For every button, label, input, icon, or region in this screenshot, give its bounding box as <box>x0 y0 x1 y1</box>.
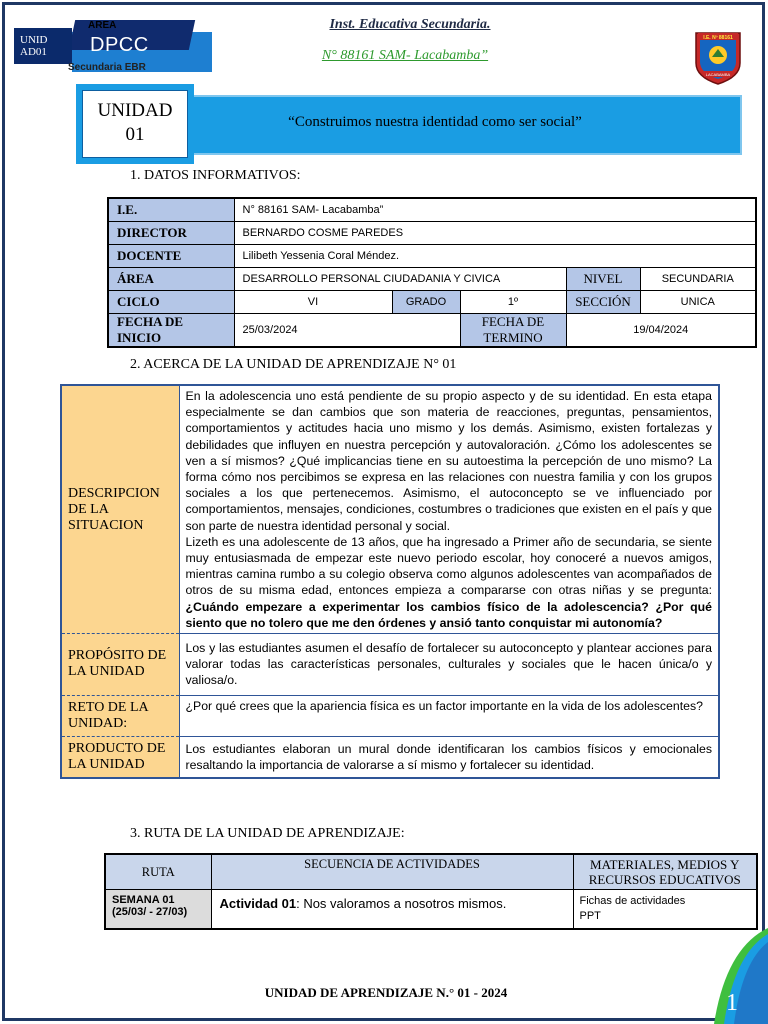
route-table <box>104 853 758 930</box>
section-heading-datos: 1. DATOS INFORMATIVOS: <box>130 168 301 183</box>
material-item: Fichas de actividades <box>579 895 686 907</box>
unit-label: UNIDAD <box>97 100 173 121</box>
reto-text: ¿Por qué crees que la apariencia física es un factor importante en la vida de los adolescentes? <box>179 695 719 736</box>
activity-cell <box>211 890 573 930</box>
table-row <box>61 385 719 634</box>
info-table <box>107 197 757 348</box>
section-heading-ruta: 3. RUTA DE LA UNIDAD DE APRENDIZAJE: <box>130 826 405 841</box>
ciclo-label: CICLO <box>108 290 234 313</box>
school-code: N° 88161 SAM- Lacabamba” <box>321 48 489 63</box>
about-table <box>60 384 720 779</box>
grado-value: 1º <box>460 290 566 313</box>
table-row <box>108 313 756 347</box>
descripcion-question: ¿Cuándo empezare a experimentar los cambios físico de la adolescencia? ¿Por qué siento que no tolero que me den órdenes y ansió tanto conquistar mi autonomía? <box>185 599 712 630</box>
unit-code-label: UNID AD01 <box>14 28 72 64</box>
grado-label: GRADO <box>392 290 460 313</box>
area-label: AREA <box>88 20 117 31</box>
producto-label: PRODUCTO DE LA UNIDAD <box>61 736 179 778</box>
table-row <box>108 198 756 221</box>
header-tab <box>10 20 210 74</box>
docente-value: Lilibeth Yessenia Coral Méndez. <box>234 244 756 267</box>
table-row <box>61 695 719 736</box>
proposito-label: PROPÓSITO DE LA UNIDAD <box>61 634 179 696</box>
descripcion-paragraph-2-text: Lizeth es una adolescente de 13 años, que ha ingresado a Primer año de secundaria, se siente muy entusiasmada de empezar este nuevo periodo escolar, hoy conoceré a nuevos amigos, mientras camina rumbo a su colegio observa como algunos adolescentes van acompañados de otros de su misma edad, entonces empieza a compararse con otras niñas y se pregunta: <box>185 534 712 598</box>
week-cell <box>105 890 211 930</box>
table-row <box>108 244 756 267</box>
reto-label: RETO DE LA UNIDAD: <box>61 695 179 736</box>
descripcion-paragraph-2 <box>186 534 713 631</box>
materials-cell <box>573 890 757 930</box>
section-heading-acerca: 2. ACERCA DE LA UNIDAD DE APRENDIZAJE N° 01 <box>130 357 457 372</box>
table-row <box>105 890 757 930</box>
area-label: ÁREA <box>108 267 234 290</box>
week-label: SEMANA 01 <box>112 894 175 906</box>
week-dates: (25/03/ - 27/03) <box>112 906 188 918</box>
fecha-termino-value: 19/04/2024 <box>566 313 756 347</box>
seccion-label: SECCIÓN <box>566 290 640 313</box>
ruta-header: RUTA <box>105 854 211 890</box>
table-row <box>61 634 719 696</box>
table-row <box>108 267 756 290</box>
unit-label-box <box>76 84 194 164</box>
svg-text:I.E. Nº 88161: I.E. Nº 88161 <box>703 35 733 41</box>
fecha-inicio-value: 25/03/2024 <box>234 313 460 347</box>
activity-title: : Nos valoramos a nosotros mismos. <box>296 896 507 911</box>
director-value: BERNARDO COSME PAREDES <box>234 221 756 244</box>
seccion-value: UNICA <box>640 290 756 313</box>
materiales-header: MATERIALES, MEDIOS Y RECURSOS EDUCATIVOS <box>573 854 757 890</box>
school-crest-logo <box>692 27 744 85</box>
institution-title: Inst. Educativa Secundaria. <box>329 17 491 32</box>
docente-label: DOCENTE <box>108 244 234 267</box>
footer-text: UNIDAD DE APRENDIZAJE N.° 01 - 2024 <box>264 985 508 1000</box>
unit-number: 01 <box>125 124 145 145</box>
page-number: 1 <box>726 990 738 1016</box>
descripcion-label: DESCRIPCION DE LA SITUACION <box>61 385 179 634</box>
descripcion-text <box>179 385 719 634</box>
course-code: DPCC <box>90 34 149 56</box>
table-row <box>61 736 719 778</box>
table-row <box>108 221 756 244</box>
unit-title: “Construimos nuestra identidad como ser social” <box>288 114 582 130</box>
ie-label: I.E. <box>108 198 234 221</box>
material-item: PPT <box>579 910 601 922</box>
ciclo-value: VI <box>234 290 392 313</box>
activity-number: Actividad 01 <box>219 896 297 911</box>
descripcion-paragraph-1: En la adolescencia uno está pendiente de su propio aspecto y de su identidad. En esta etapa especialmente se dan cambios que son materia de reacciones, preguntas, pensamientos, comportamientos y actitudes hacia uno mismo y los demás. Asimismo, existen fortalezas y debilidades que influyen en nuestra percepción y autovaloración. ¿Cómo los adolescentes se ven a sí mismos? ¿Qué implicancias tiene en su autoestima la percepción de uno mismo? La forma cómo nos percibimos se expresa en las relaciones con nuestra familia y con los grupos sociales a los que pertenecemos. Asimismo, el autoconcepto se ve influenciado por comportamientos, mensajes, condiciones, costumbres o tradiciones que existen en el país y que son parte de nuestra identidad personal y social. <box>185 389 712 533</box>
table-row <box>105 854 757 890</box>
producto-text: Los estudiantes elaboran un mural donde identificaran los cambios físicos y emocionales resaltando la importancia de valorarse a sí mismo y fortalecer su identidad. <box>179 736 719 778</box>
secuencia-header: SECUENCIA DE ACTIVIDADES <box>211 854 573 890</box>
fecha-inicio-label: FECHA DE INICIO <box>108 313 234 347</box>
director-label: DIRECTOR <box>108 221 234 244</box>
nivel-label: NIVEL <box>566 267 640 290</box>
ie-value: N° 88161 SAM- Lacabamba” <box>234 198 756 221</box>
svg-text:LACABAMBA: LACABAMBA <box>705 72 731 77</box>
proposito-text: Los y las estudiantes asumen el desafío de fortalecer su autoconcepto y plantear acciones para valorar todas las características personales, culturales y sociales que le hacen única/o y valiosa/o. <box>179 634 719 696</box>
nivel-value: SECUNDARIA <box>640 267 756 290</box>
fecha-termino-label: FECHA DE TERMINO <box>460 313 566 347</box>
table-row <box>108 290 756 313</box>
area-value: DESARROLLO PERSONAL CIUDADANIA Y CIVICA <box>234 267 566 290</box>
level-label: Secundaria EBR <box>68 62 146 73</box>
